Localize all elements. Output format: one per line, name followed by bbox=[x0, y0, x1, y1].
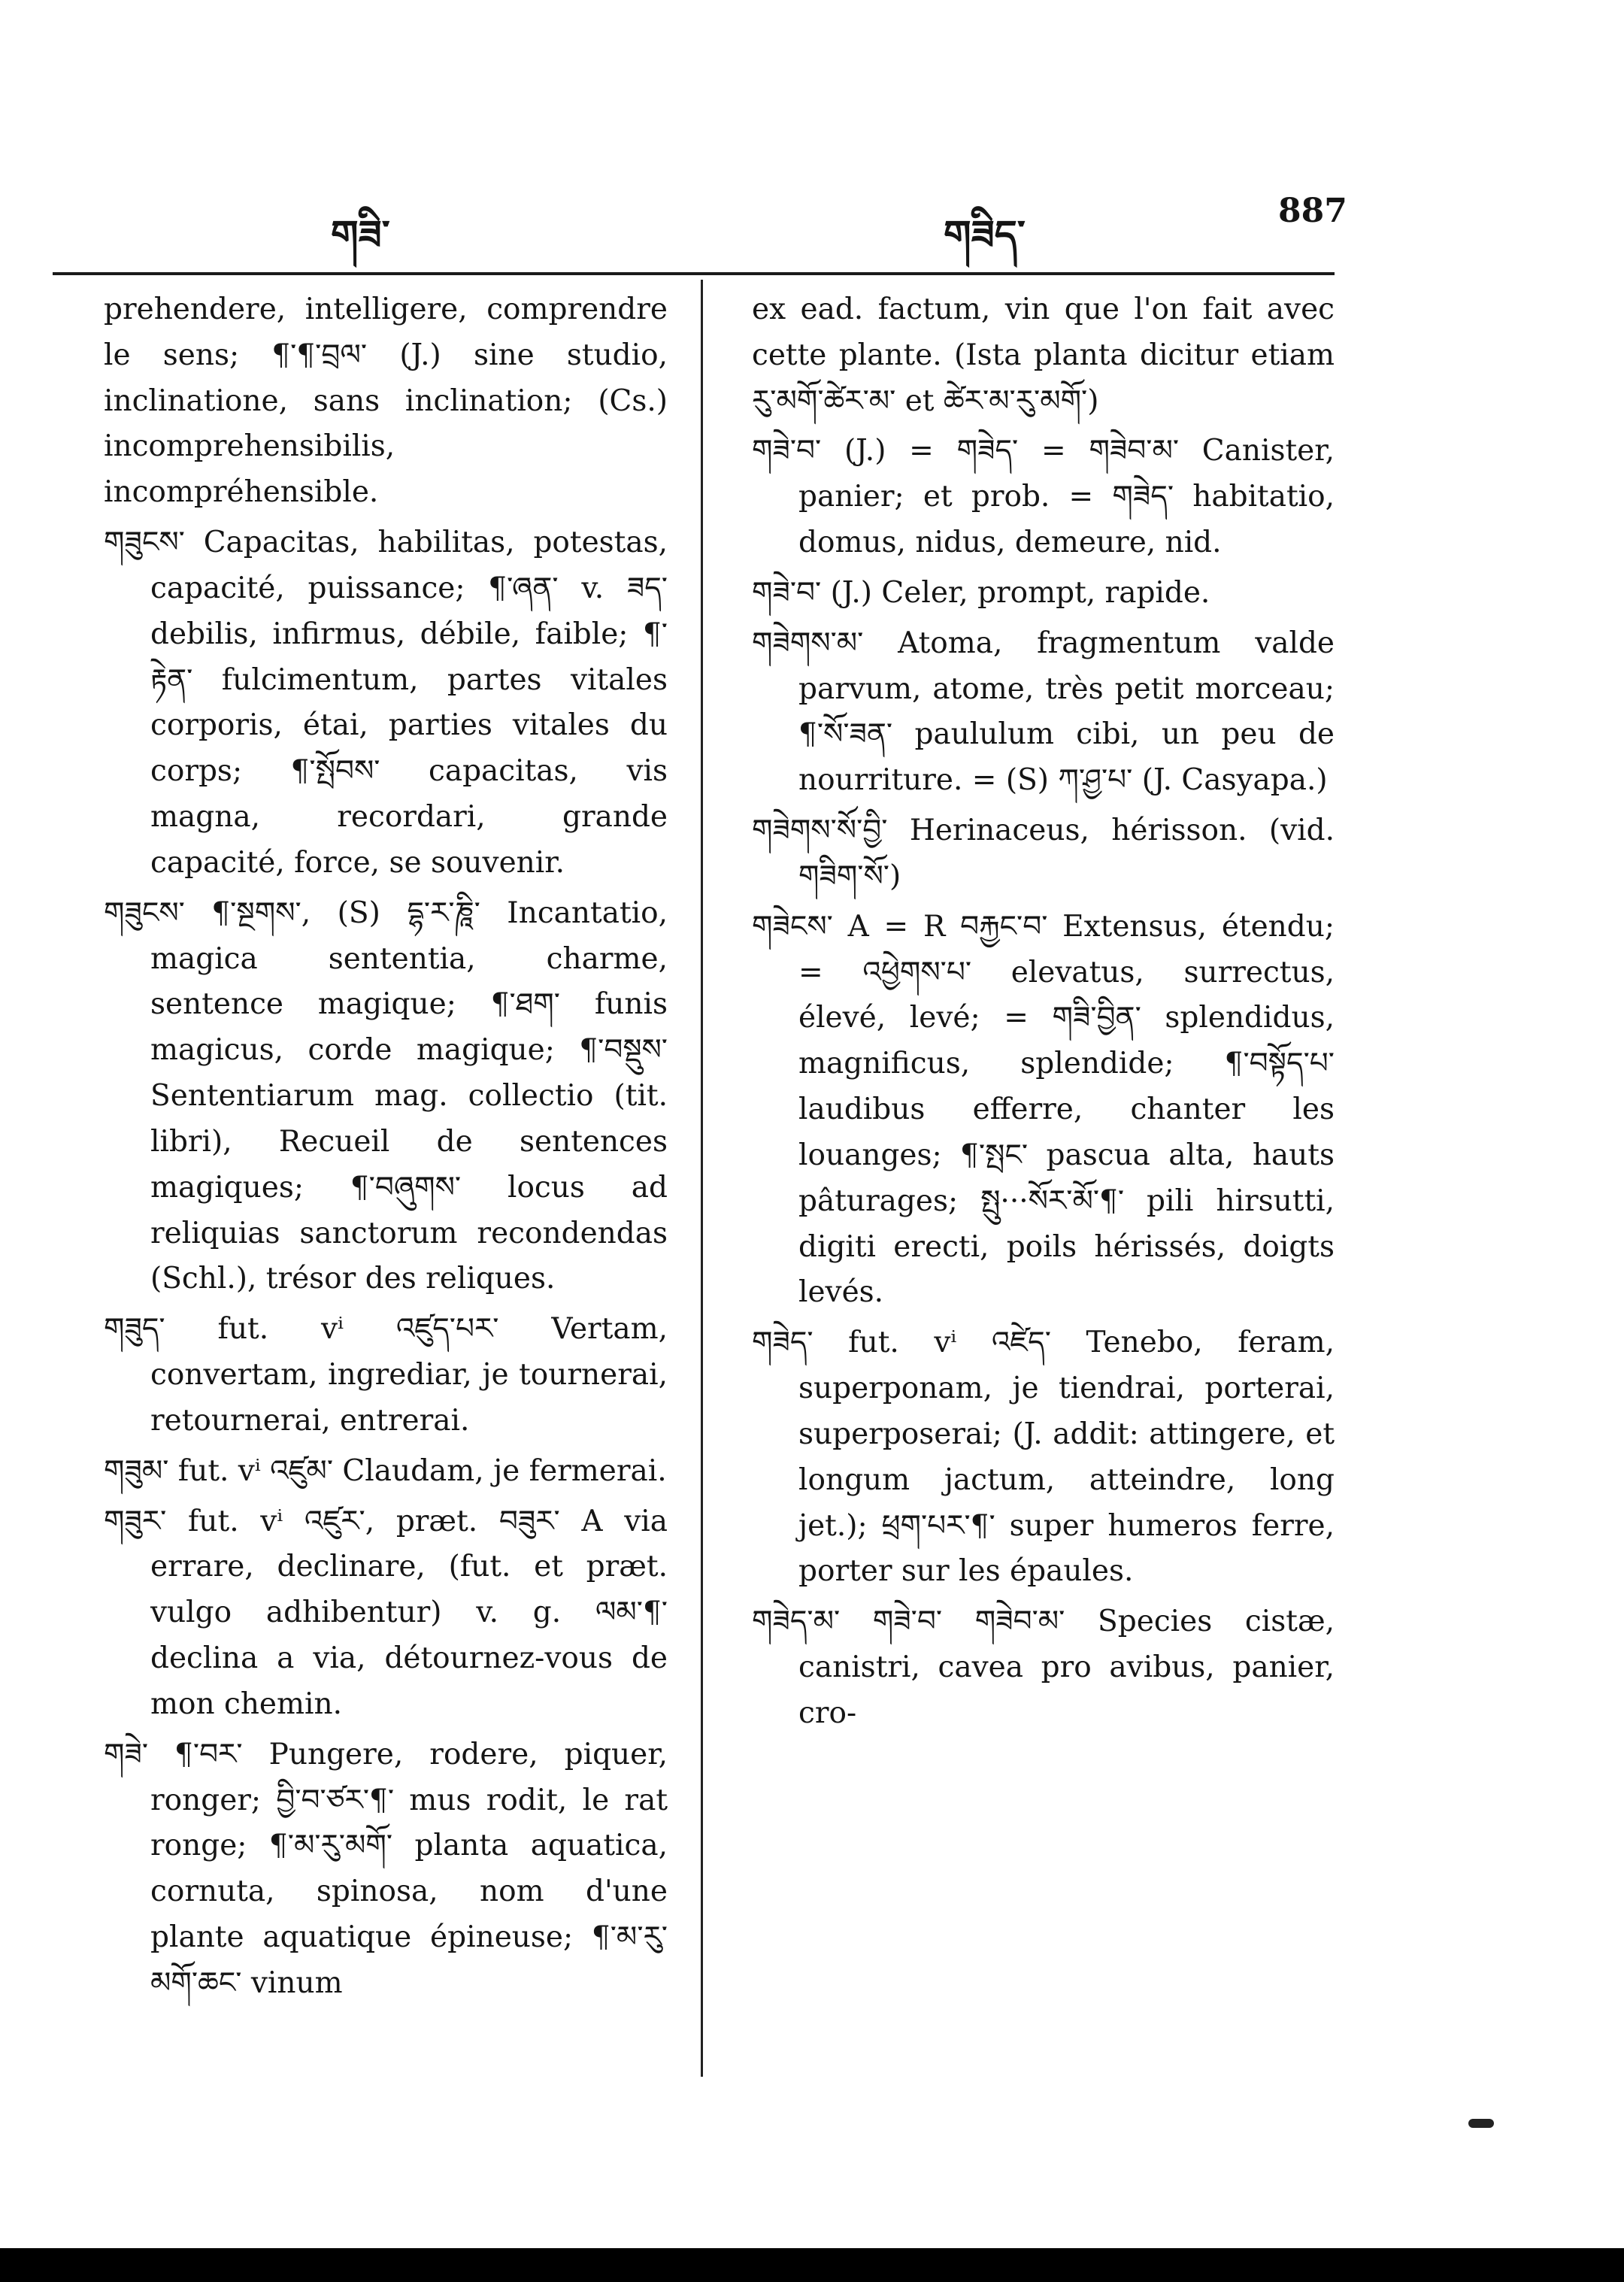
header-rule bbox=[53, 272, 1335, 275]
right-column bbox=[752, 287, 1335, 1741]
dictionary-entry: གཟེགས་མ་ Atoma, fragmentum valde parvum, atome, très petit morceau; ¶་སོ་ཟན་ paululum cibi, un peu de nourriture. = (S) ཀ་ཤྱ་པ་ (J. Casyapa.) bbox=[752, 626, 1335, 798]
left-headword: གཟི་ bbox=[331, 213, 390, 258]
dictionary-entry: གཟེ་བ་ (J.) Celer, prompt, rapide. bbox=[752, 575, 1210, 610]
dictionary-entry: ex ead. factum, vin que l'on fait avec cette plante. (Ista planta dicitur etiam རུ་མགོ་ཚེར་མ་ et ཚེར་མ་རུ་མགོ་) bbox=[752, 292, 1335, 418]
dictionary-entry: གཟུངས་ Capacitas, habilitas, potestas, capacité, puissance; ¶་ཞན་ v. ཟད་ debilis, infirmus, débile, faible; ¶་རྟེན་ fulcimentum, partes vitales corporis, étai, parties vitales du corps; ¶་སྤོབས་ capacitas, vis magna, recordari, grande capacité, force, se souvenir. bbox=[104, 526, 668, 880]
left-column bbox=[104, 287, 668, 2011]
right-headword: གཟིད་ bbox=[944, 213, 1026, 258]
dictionary-entry: གཟེགས་སོ་བྱི་ Herinaceus, hérisson. (vid. གཟིག་སོ་) bbox=[752, 814, 1335, 893]
dictionary-entry: གཟུད་ fut. vⁱ འཛུད་པར་ Vertam, convertam, ingrediar, je tournerai, retournerai, entrerai. bbox=[104, 1312, 668, 1438]
page-number: 887 bbox=[1278, 192, 1347, 230]
dictionary-entry: གཟེ་ ¶་བར་ Pungere, rodere, piquer, ronger; བྱི་བ་ཙར་¶་ mus rodit, le rat ronge; ¶་མ་རུ་མགོ་ planta aquatica, cornuta, spinosa, nom d'une plante aquatique épineuse; ¶་མ་རུ་མགོ་ཆང་ vinum bbox=[104, 1737, 668, 2000]
dictionary-entry: གཟུངས་ ¶་སྔགས་, (S) དྷ་ར་ཎཱི་ Incantatio, magica sententia, charme, sentence magique; ¶་ཐག་ funis magicus, corde magique; ¶་བསྡུས་ Sententiarum mag. collectio (tit. libri), Recueil de sentences magiques; ¶་བཞུགས་ locus ad reliquias sanctorum recondendas (Schl.), trésor des reliques. bbox=[104, 896, 668, 1296]
dictionary-entry: གཟུམ་ fut. vⁱ འཛུམ་ Claudam, je fermerai. bbox=[104, 1453, 667, 1488]
dictionary-entry: གཟེད་མ་ གཟེ་བ་ གཟེབ་མ་ Species cistæ, canistri, cavea pro avibus, panier, cro- bbox=[752, 1605, 1335, 1730]
dictionary-entry: གཟེངས་ A = R བརྐྱང་བ་ Extensus, étendu; = འཕྱེགས་པ་ elevatus, surrectus, élevé, levé; = གཟི་བྱིན་ splendidus, magnificus, splendide; ¶་བསྟོད་པ་ laudibus efferre, chanter les louanges; ¶་སྤང་ pascua alta, hauts pâturages; སྤུ···སོར་མོ་¶་ pili hirsutti, digiti erecti, poils hérissés, doigts levés. bbox=[752, 909, 1335, 1310]
margin-mark bbox=[1468, 2119, 1494, 2128]
dictionary-entry: གཟེད་ fut. vⁱ འཛེད་ Tenebo, feram, superponam, je tiendrai, porterai, superposerai; (J. addit: attingere, et longum jactum, atteindre, long jet.); ཕྲག་པར་¶་ super humeros ferre, porter sur les épaules. bbox=[752, 1326, 1335, 1589]
scan-bottom-edge bbox=[0, 2248, 1624, 2282]
dictionary-entry: prehendere, intelligere, comprendre le sens; ¶་¶་བྲལ་ (J.) sine studio, inclinatione, sans inclination; (Cs.) incomprehensibilis, incompréhensible. bbox=[104, 292, 668, 510]
dictionary-entry: གཟེ་བ་ (J.) = གཟེད་ = གཟེབ་མ་ Canister, panier; et prob. = གཟེད་ habitatio, domus, nidus, demeure, nid. bbox=[752, 434, 1335, 560]
column-separator bbox=[701, 280, 703, 2077]
dictionary-entry: གཟུར་ fut. vⁱ འཛུར་, præt. བཟུར་ A via errare, declinare, (fut. et præt. vulgo adhibentur) v. g. ལམ་¶་ declina a via, détournez-vous de mon chemin. bbox=[104, 1504, 668, 1721]
